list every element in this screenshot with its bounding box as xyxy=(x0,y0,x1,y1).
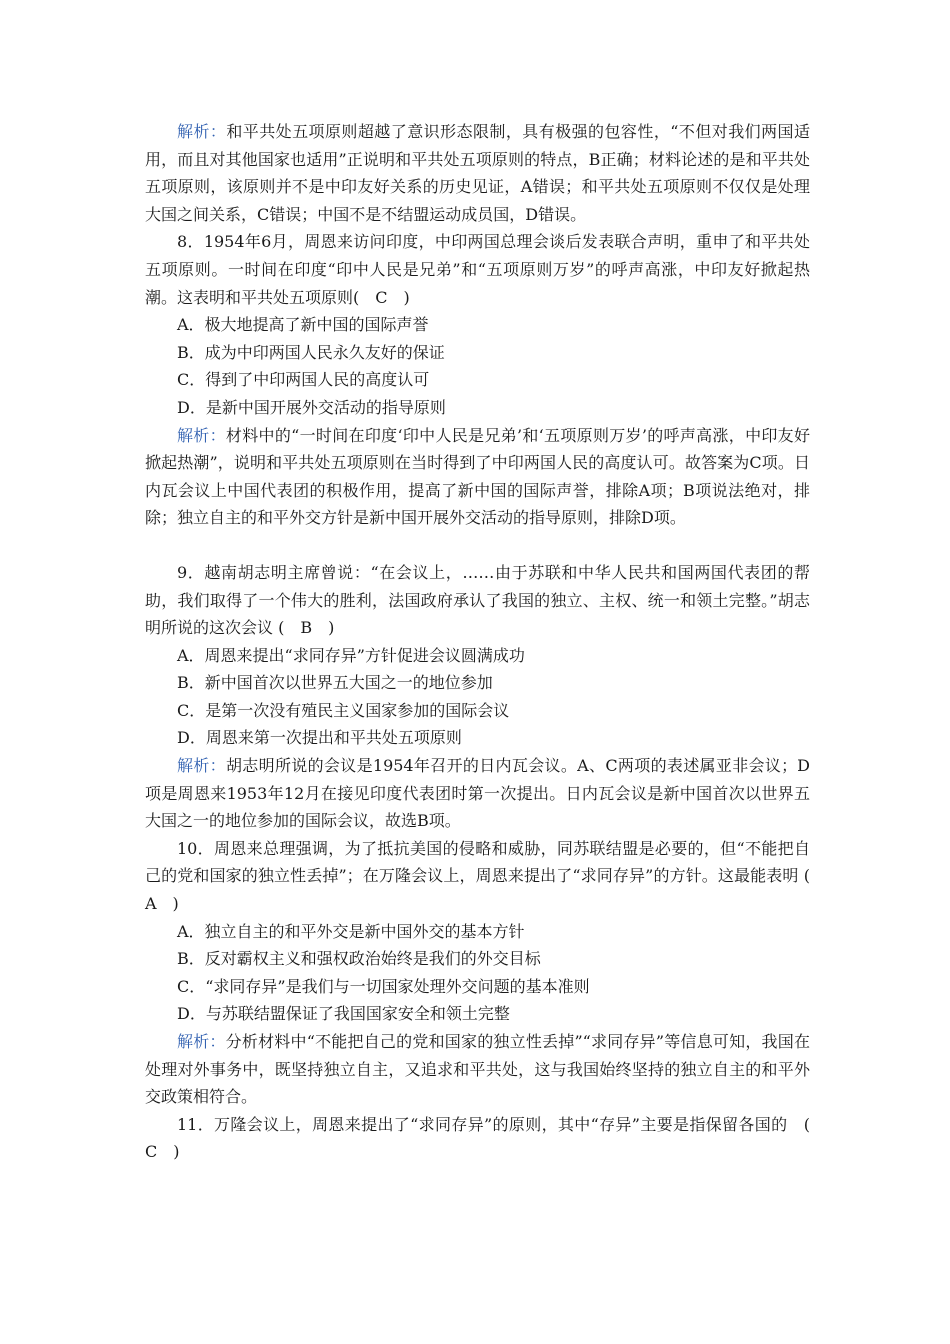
document-page xyxy=(145,118,827,1166)
question-stem: 10．周恩来总理强调，为了抵抗美国的侵略和威胁，同苏联结盟是必要的，但“不能把自己的党和国家的独立性丢掉”；在万隆会议上，周恩来提出了“求同存异”的方针。这最能表明 ( A ) xyxy=(145,838,827,914)
analysis-paragraph xyxy=(145,752,810,835)
analysis-label: 解析： xyxy=(177,756,226,776)
analysis-paragraph xyxy=(145,118,810,228)
analysis-text: 材料中的“一时间在印度‘印中人民是兄弟’和‘五项原则万岁’的呼声高涨，中印友好掀起热潮”，说明和平共处五项原则在当时得到了中印两国人民的高度认可。故答案为C项。日内瓦会议上中国代表团的积极作用，提高了新中国的国际声誉，排除A项；B项说法绝对，排除；独立自主的和平外交方针是新中国开展外交活动的指导原则，排除D项。 xyxy=(145,425,810,528)
question-stem: 11．万隆会议上，周恩来提出了“求同存异”的原则，其中“存异”主要是指保留各国的 ( C ) xyxy=(145,1114,827,1162)
answer-option: A．极大地提高了新中国的国际声誉 xyxy=(177,315,429,335)
question-stem: 9．越南胡志明主席曾说：“在会议上，……由于苏联和中华人民共和国两国代表团的帮助，我们取得了一个伟大的胜利，法国政府承认了我国的独立、主权、统一和领土完整。”胡志明所说的这次会议 ( B ) xyxy=(145,562,810,638)
answer-option: B．成为中印两国人民永久友好的保证 xyxy=(177,342,445,362)
answer-option: C．是第一次没有殖民主义国家参加的国际会议 xyxy=(177,700,510,720)
answer-option: B．反对霸权主义和强权政治始终是我们的外交目标 xyxy=(177,949,541,969)
answer-option: A．独立自主的和平外交是新中国外交的基本方针 xyxy=(177,921,525,941)
analysis-paragraph xyxy=(145,422,810,532)
answer-option: C．“求同存异”是我们与一切国家处理外交问题的基本准则 xyxy=(177,976,590,996)
analysis-label: 解析： xyxy=(177,1032,226,1051)
analysis-text: 分析材料中“不能把自己的党和国家的独立性丢掉”“求同存异”等信息可知，我国在处理对外事务中，既坚持独立自主，又追求和平共处，这与我国始终坚持的独立自主的和平外交政策相符合。 xyxy=(145,1032,810,1107)
answer-option: D．是新中国开展外交活动的指导原则 xyxy=(177,397,446,417)
answer-option: A．周恩来提出“求同存异”方针促进会议圆满成功 xyxy=(177,645,525,665)
analysis-text: 胡志明所说的会议是1954年召开的日内瓦会议。A、C两项的表述属亚非会议；D项是周恩来1953年12月在接见印度代表团时第一次提出。日内瓦会议是新中国首次以世界五大国之一的地位参加的国际会议，故选B项。 xyxy=(145,756,810,831)
answer-option: C．得到了中印两国人民的高度认可 xyxy=(177,370,430,390)
analysis-text: 和平共处五项原则超越了意识形态限制，具有极强的包容性，“不但对我们两国适用，而且对其他国家也适用”正说明和平共处五项原则的特点，B正确；材料论述的是和平共处五项原则，该原则并不是中印友好关系的历史见证，A错误；和平共处五项原则不仅仅是处理大国之间关系，C错误；中国不是不结盟运动成员国，D错误。 xyxy=(145,122,810,224)
analysis-label: 解析： xyxy=(177,425,226,445)
paragraph-gap xyxy=(145,532,810,559)
question-stem: 8．1954年6月，周恩来访问印度，中印两国总理会谈后发表联合声明，重申了和平共处五项原则。一时间在印度“印中人民是兄弟”和“五项原则万岁”的呼声高涨，中印友好掀起热潮。这表明和平共处五项原则( C ) xyxy=(145,232,810,307)
analysis-label: 解析： xyxy=(177,122,227,141)
answer-option: D．与苏联结盟保证了我国国家安全和领土完整 xyxy=(177,1004,510,1024)
answer-option: B．新中国首次以世界五大国之一的地位参加 xyxy=(177,673,493,693)
analysis-paragraph xyxy=(145,1028,810,1111)
answer-option: D．周恩来第一次提出和平共处五项原则 xyxy=(177,728,462,748)
